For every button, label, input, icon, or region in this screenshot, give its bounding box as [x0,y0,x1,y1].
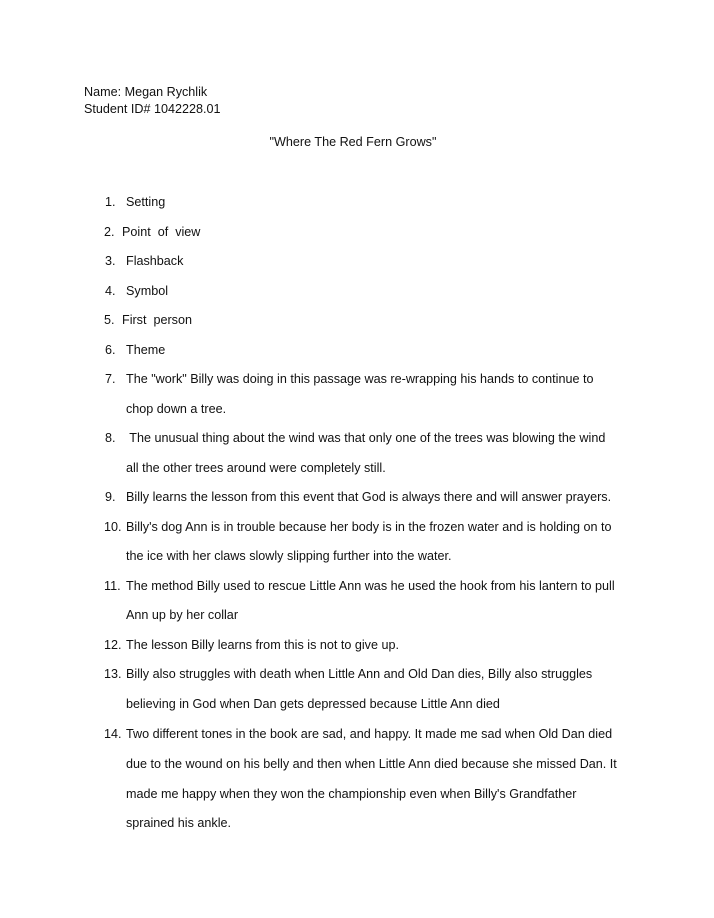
list-item-text: Two different tones in the book are sad, and happy. It made me sad when Old Dan died [126,727,613,741]
list-item-text: The lesson Billy learns from this is not to give up. [126,638,399,652]
list-item-number: 14. [104,727,122,741]
list-item-number: 13. [104,667,122,681]
document-title: "Where The Red Fern Grows" [269,135,437,149]
list-item-text: Flashback [126,254,184,268]
list-item-number: 1. [105,195,116,209]
list-item-number: 4. [105,284,116,298]
list-item-text: Billy learns the lesson from this event that God is always there and will answer prayers. [126,490,612,504]
list-item-text: the ice with her claws slowly slipping further into the water. [126,549,452,563]
list-item-text: First person [122,313,192,327]
list-item-text: believing in God when Dan gets depressed because Little Ann died [126,697,500,711]
list-item-number: 7. [105,372,116,386]
list-item-number: 10. [104,520,122,534]
list-item-text: Ann up by her collar [126,608,239,622]
list-item-text: Billy's dog Ann is in trouble because her body is in the frozen water and is holding on to [126,520,612,534]
list-item-text: sprained his ankle. [126,816,232,830]
list-item-number: 8. [105,431,116,445]
list-item-text: due to the wound on his belly and then when Little Ann died because she missed Dan. It [126,757,617,771]
list-item-text: Point of view [122,225,201,239]
list-item-text: chop down a tree. [126,402,227,416]
list-item-text: made me happy when they won the championship even when Billy's Grandfather [126,787,577,801]
list-item-number: 5. [104,313,115,327]
list-item-number: 9. [105,490,116,504]
list-item-text: The "work" Billy was doing in this passage was re-wrapping his hands to continue to [126,372,594,386]
list-item-text: all the other trees around were completely still. [126,461,386,475]
list-item-number: 2. [104,225,115,239]
list-item-number: 3. [105,254,116,268]
student-id: Student ID# 1042228.01 [84,102,221,116]
list-item-number: 12. [104,638,122,652]
list-item-number: 6. [105,343,116,357]
list-item-number: 11. [104,579,121,593]
student-name: Name: Megan Rychlik [84,85,208,99]
list-item-text: Setting [126,195,166,209]
list-item-text: Symbol [126,284,168,298]
list-item-text: Billy also struggles with death when Little Ann and Old Dan dies, Billy also struggles [126,667,593,681]
list-item-text: The method Billy used to rescue Little Ann was he used the hook from his lantern to pull [126,579,615,593]
list-item-text: Theme [126,343,166,357]
list-item-text: The unusual thing about the wind was that only one of the trees was blowing the wind [126,431,606,445]
